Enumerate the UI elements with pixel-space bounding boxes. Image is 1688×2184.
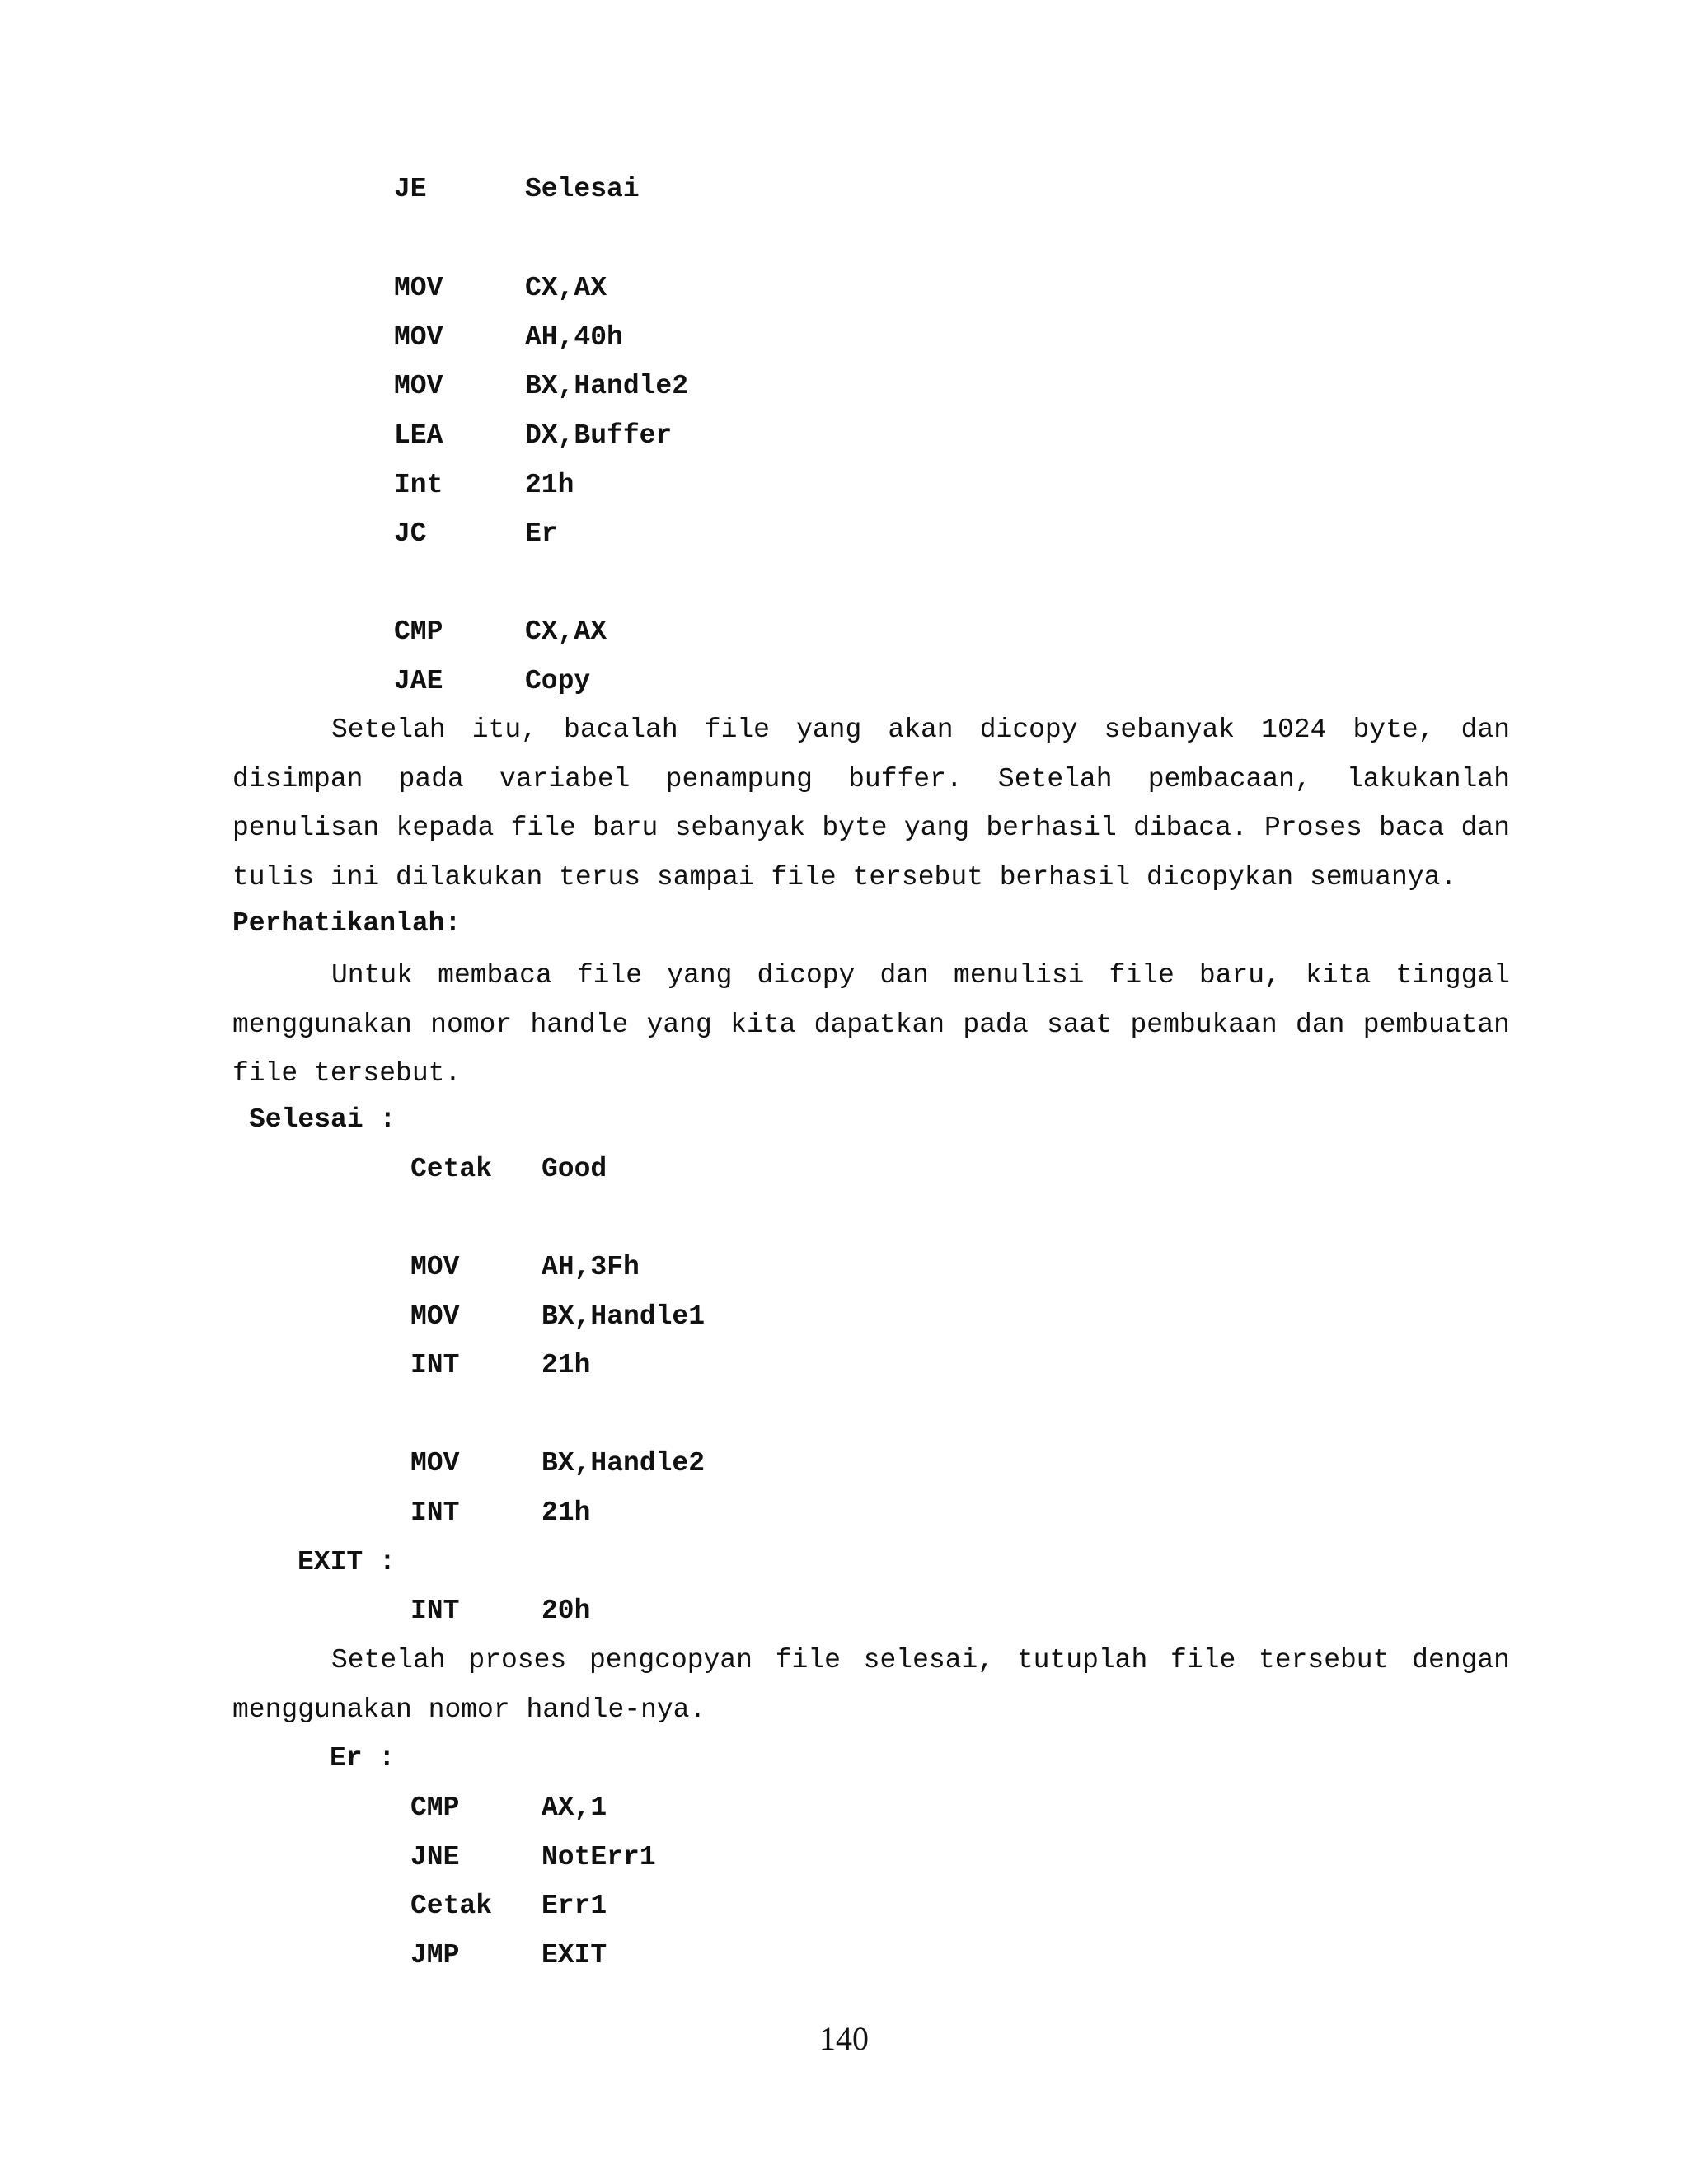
code-arg: BX,Handle2 bbox=[542, 1448, 706, 1479]
code-instr: INT bbox=[410, 1596, 460, 1626]
code-instr: JC bbox=[394, 518, 427, 549]
code-arg: CX,AX bbox=[525, 273, 607, 303]
code-instr: CMP bbox=[394, 616, 443, 647]
paragraph-1-text: Setelah itu, bacalah file yang akan dicopy sebanyak 1024 byte, dan disimpan pada variabel penampung buffer. Setelah pembacaan, lakukanlah penulisan kepada file baru sebanyak byte yang berhasil dibaca. Proses baca dan tulis ini dilakukan terus sampai file tersebut berhasil dicopykan semuanya. bbox=[232, 715, 1510, 893]
code-instr: MOV bbox=[394, 322, 443, 353]
code-arg: 21h bbox=[542, 1497, 591, 1528]
code-arg: Er bbox=[525, 518, 558, 549]
code-instr: MOV bbox=[410, 1448, 460, 1479]
code-instr: INT bbox=[410, 1497, 460, 1528]
code-instr: Cetak bbox=[410, 1891, 493, 1921]
code-arg: Selesai bbox=[525, 174, 640, 204]
paragraph-3-text: Setelah proses pengcopyan file selesai, tutuplah file tersebut dengan menggunakan nomor handle-nya. bbox=[232, 1645, 1510, 1725]
code-arg: AH,3Fh bbox=[542, 1252, 640, 1282]
code-instr: JE bbox=[394, 174, 427, 204]
label-selesai: Selesai : bbox=[249, 1104, 396, 1135]
code-instr: INT bbox=[410, 1350, 460, 1380]
code-instr: Int bbox=[394, 470, 443, 500]
page-number: 140 bbox=[819, 2020, 869, 2057]
paragraph-1 bbox=[232, 705, 1510, 902]
code-arg: 20h bbox=[542, 1596, 591, 1626]
code-instr: JAE bbox=[394, 666, 443, 696]
code-arg: NotErr1 bbox=[542, 1842, 656, 1872]
code-instr: Cetak bbox=[410, 1154, 493, 1184]
code-instr: JMP bbox=[410, 1940, 460, 1971]
code-instr: MOV bbox=[410, 1252, 460, 1282]
code-arg: EXIT bbox=[542, 1940, 607, 1971]
code-instr: MOV bbox=[394, 273, 443, 303]
paragraph-3 bbox=[232, 1636, 1510, 1734]
code-arg: AX,1 bbox=[542, 1793, 607, 1823]
code-arg: Copy bbox=[525, 666, 591, 696]
code-arg: 21h bbox=[542, 1350, 591, 1380]
label-exit: EXIT : bbox=[298, 1547, 396, 1577]
code-arg: Err1 bbox=[542, 1891, 607, 1921]
code-instr: JNE bbox=[410, 1842, 460, 1872]
paragraph-2 bbox=[232, 951, 1510, 1099]
code-arg: DX,Buffer bbox=[525, 420, 673, 451]
code-arg: BX,Handle1 bbox=[542, 1301, 706, 1332]
code-instr: LEA bbox=[394, 420, 443, 451]
code-arg: CX,AX bbox=[525, 616, 607, 647]
code-arg: 21h bbox=[525, 470, 574, 500]
code-instr: CMP bbox=[410, 1793, 460, 1823]
code-instr: MOV bbox=[410, 1301, 460, 1332]
code-arg: BX,Handle2 bbox=[525, 371, 689, 401]
label-er: Er : bbox=[330, 1743, 396, 1774]
code-arg: Good bbox=[542, 1154, 607, 1184]
code-arg: AH,40h bbox=[525, 322, 623, 353]
code-instr: MOV bbox=[394, 371, 443, 401]
heading-perhatikanlah: Perhatikanlah: bbox=[232, 908, 462, 939]
paragraph-2-text: Untuk membaca file yang dicopy dan menulisi file baru, kita tinggal menggunakan nomor handle yang kita dapatkan pada saat pembukaan dan pembuatan file tersebut. bbox=[232, 960, 1510, 1090]
